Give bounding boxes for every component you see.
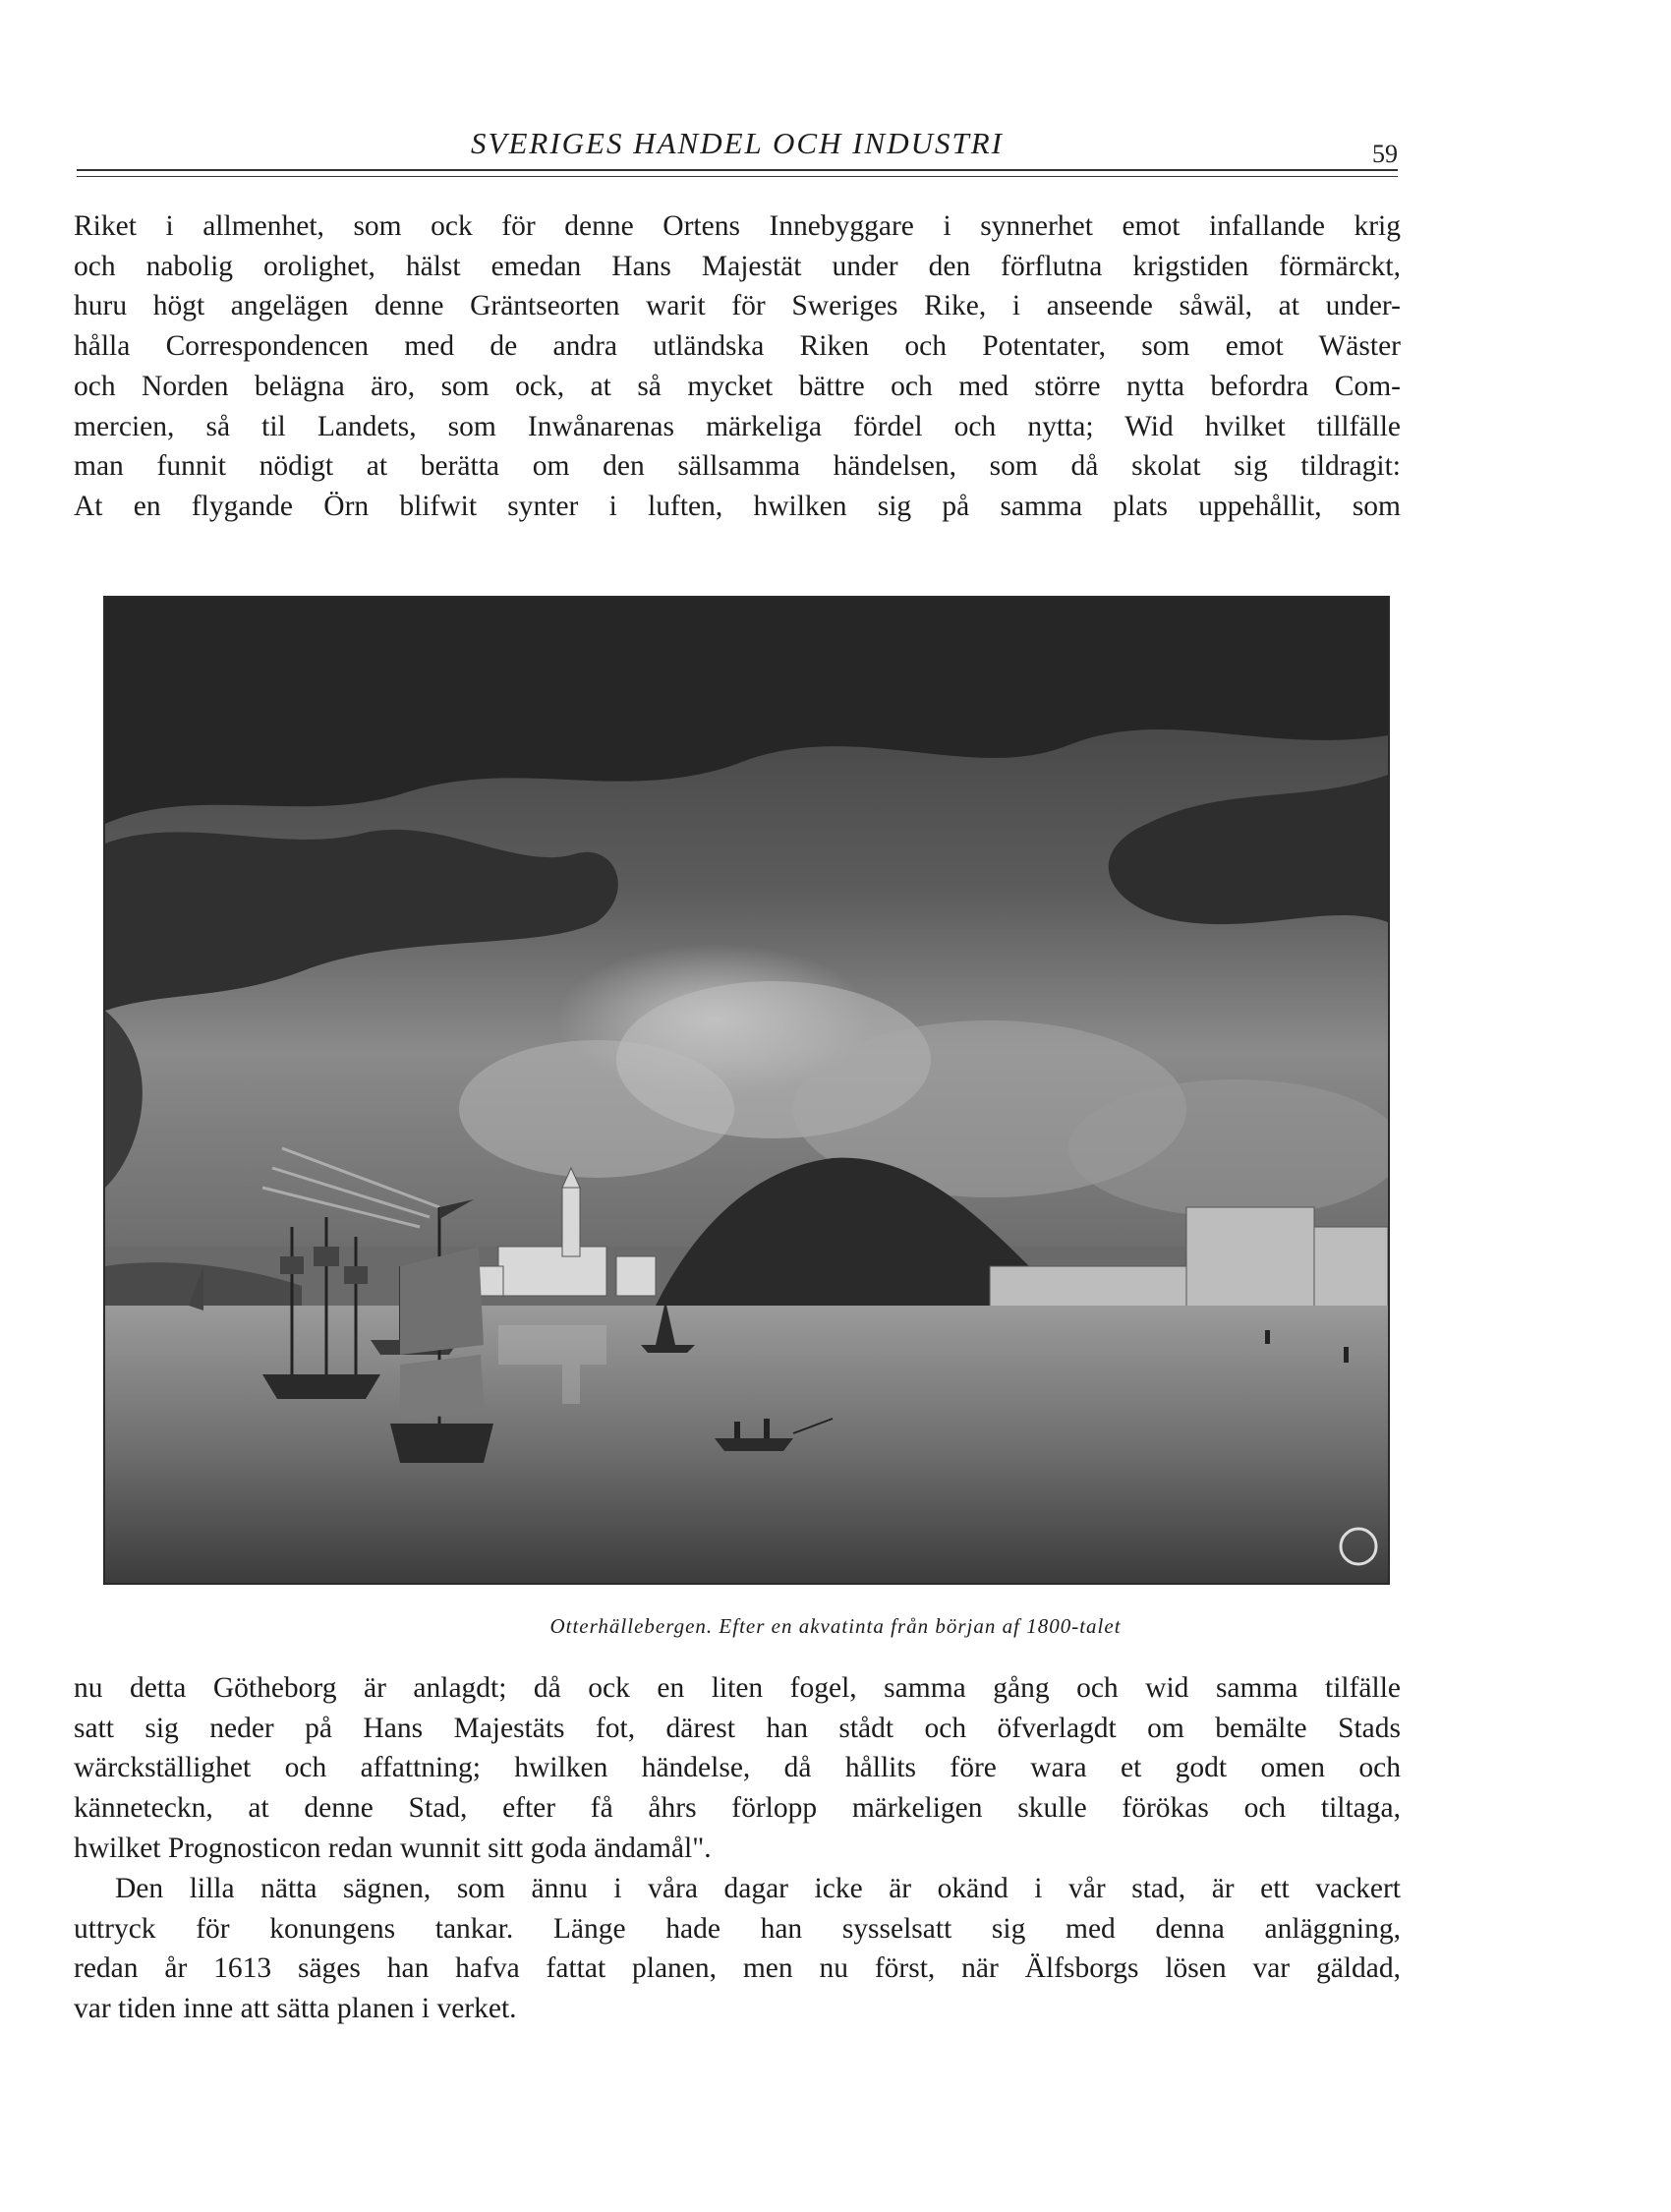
text-line: redan år 1613 säges han hafva fattat planen, men nu först, när Älfsborgs lösen var gäldad, bbox=[74, 1952, 1401, 1985]
text-line: var tiden inne att sätta planen i verket. bbox=[74, 1993, 517, 2025]
page-number: 59 bbox=[1372, 140, 1398, 168]
text-line: nu detta Götheborg är anlagdt; då ock en liten fogel, samma gång och wid samma tilfälle bbox=[74, 1672, 1401, 1704]
page-header bbox=[77, 126, 1398, 177]
text-line: man funnit nödigt at berätta om den sällsamma händelsen, som då skolat sig tildragit: bbox=[74, 450, 1401, 483]
header-rule-thin bbox=[77, 176, 1398, 177]
engraving-illustration bbox=[103, 596, 1390, 1585]
text-line: At en flygande Örn blifwit synter i luften, hwilken sig på samma plats uppehållit, som bbox=[74, 490, 1401, 522]
text-line: Riket i allmenhet, som ock för denne Ortens Innebyggare i synnerhet emot infallande krig bbox=[74, 210, 1401, 242]
text-line: hålla Correspondencen med de andra utländska Riken och Potentater, som emot Wäster bbox=[74, 330, 1401, 363]
light-cloud bbox=[1068, 1079, 1388, 1217]
paragraph-1 bbox=[74, 206, 1401, 527]
paragraph-3 bbox=[74, 1869, 1401, 2029]
header-rule bbox=[77, 169, 1398, 171]
text-line: och nabolig orolighet, hälst emedan Hans Majestät under den förflutna krigstiden förmärckt, bbox=[74, 250, 1401, 282]
text-line: och Norden belägna äro, som ock, at så mycket bättre och med större nytta befordra Com- bbox=[74, 370, 1401, 402]
text-line: hwilket Prognosticon redan wunnit sitt goda ändamål". bbox=[74, 1832, 712, 1864]
text-line: känneteckn, at denne Stad, efter få åhrs förlopp märkeligen skulle förökas och tiltaga, bbox=[74, 1792, 1401, 1825]
text-line: wärckställighet och affattning; hwilken händelse, då hållits före wara et godt omen och bbox=[74, 1752, 1401, 1784]
text-line: uttryck för konungens tankar. Länge hade han sysselsatt sig med denna anläggning, bbox=[74, 1912, 1401, 1945]
paragraph-2 bbox=[74, 1668, 1401, 1869]
figure-caption: Otterhällebergen. Efter en akvatinta från början af 1800-talet bbox=[549, 1614, 1122, 1638]
text-line: Den lilla nätta sägnen, som ännu i våra dagar icke är okänd i vår stad, är ett vackert bbox=[115, 1873, 1401, 1904]
harbor-scene-image bbox=[105, 598, 1388, 1583]
running-title: SVERIGES HANDEL OCH INDUSTRI bbox=[471, 126, 1004, 160]
text-line: mercien, så til Landets, som Inwånarenas märkeliga fördel och nytta; Wid hvilket tillfälle bbox=[74, 410, 1401, 442]
text-line: satt sig neder på Hans Majestäts fot, därest han stådt och öfverlagdt om bemälte Stads bbox=[74, 1712, 1401, 1744]
text-line: huru högt angelägen denne Gräntseorten warit för Sweriges Rike, i anseende såwäl, at under- bbox=[74, 290, 1401, 322]
